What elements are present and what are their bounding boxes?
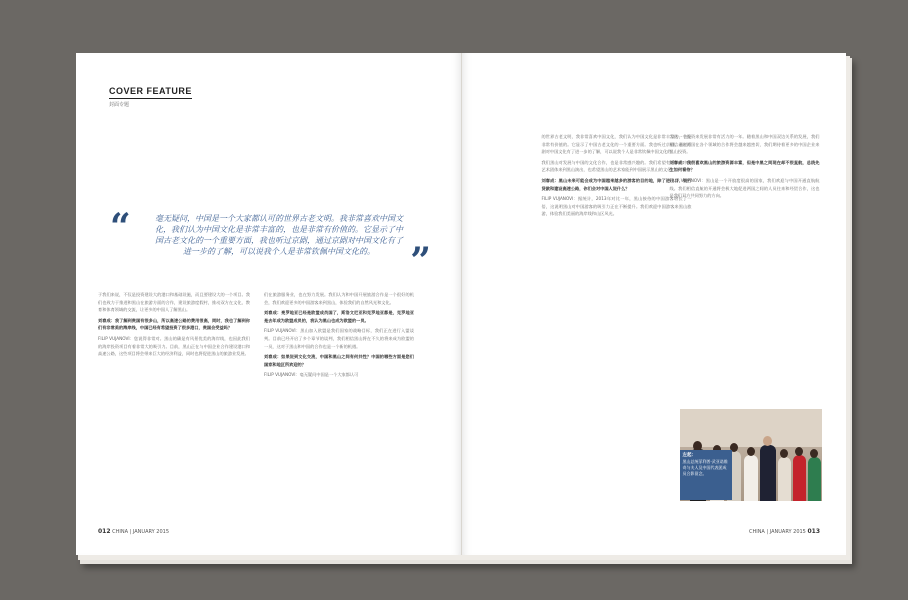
open-quote-icon: “ [110, 206, 131, 248]
body-paragraph: 的世界古老文明，我非常喜欢中国文化，我们认为中国文化是非常丰富的，也是非常有价值的。它显示了中国古老文化的一个重要方面。我也听过京剧，通过京剧对中国文化有了进一步的了解，可以说我个人是非常钦佩中国文化的。 [541, 134, 692, 155]
interview-answer: FILIP VUJANOVI：黑山是一个开放度很高的国家，我们欢迎与中国开通直航航线。我们相信直航的开通将会极大地促进两国之间的人员往来和经贸合作，这也是我们双方共同努力的方向。 [669, 177, 820, 199]
interview-question: 刘春成：我很喜欢黑山的旅游资源丰富，但是中黑之间现在却不很直航，总统先生如何看待？ [669, 159, 820, 173]
interview-answer: FILIP VUJANOVI：毫无疑问中国是一个大家都认可 [264, 372, 359, 378]
photo-caption [680, 450, 732, 500]
body-paragraph: 我们黑山对发展与中国的文化合作，也是非常感兴趣的。我们希望有更多的中国艺术团体来到黑山演出，也希望黑山的艺术家能到中国展示黑山的文化。 [541, 159, 692, 173]
section-title: COVER FEATURE [109, 86, 192, 99]
left-page-column-1 [98, 291, 250, 361]
right-folio [749, 528, 820, 535]
interview-question: 刘春成：如果说到文化交流，中国和黑山之间有何共性？中国的哪些方面是您们国家和地区所欢迎的？ [264, 354, 414, 367]
caption-text: 黑山总统菲利普·武亚诺维奇与夫人及中国代表团成员合影留念。 [682, 459, 728, 476]
right-page [462, 53, 847, 555]
right-folio-text: CHINA | JANUARY 2015 [748, 529, 806, 535]
right-page-number: 013 [807, 528, 820, 535]
pull-quote [110, 206, 431, 282]
left-page [76, 53, 462, 555]
magazine-spread [76, 53, 846, 555]
section-subtitle: 封面专题 [109, 102, 130, 108]
interview-question: 刘春成：我了解到贵国有很多山，所以高速公路的费用很高，同时，我也了解到你们有非常美的海岸线，中国已经有希望投资了很多港口，贵国会受益吗？ [98, 317, 250, 331]
left-page-number: 012 [98, 528, 111, 535]
left-folio [98, 528, 169, 535]
interview-question: 刘春成：亮罗地亚已经是欧盟成员国了，斯洛文尼亚和克罗地亚都是，克罗地亚是去年成为欧盟成员的，我认为黑山也成为欧盟的一员。 [264, 310, 414, 323]
left-folio-text: CHINA | JANUARY 2015 [112, 529, 170, 535]
section-header [109, 86, 192, 108]
body-paragraph: 们在旅游服务业，也在努力发展。我们认为和中国开展旅游合作是一个很好的机会，我们欢迎更多的中国游客来到黑山，体验我们的自然风光和文化。 [264, 292, 414, 305]
interview-answer: FILIP VUJANOVI：您说得非常对。黑山的确是有风景优美的海岸线，也因此我们的海岸投资项目有着非常大的吸引力。目前，黑山正在与中国企业合作建设港口和高速公路，这些项目将会带来巨大的经济利益，同时也将促进黑山的旅游业发展。 [98, 335, 250, 357]
close-quote-icon: ” [410, 240, 431, 282]
interview-answer: FILIP VUJANOVI：据统计，2013年对比一年，黑山接待的中国游客增长了一倍，这说明黑山对中国游客的吸引力正在不断提升。我们欢迎中国游客来黑山旅游，体验我们美丽的海岸线和山区风光。 [541, 196, 692, 217]
body-paragraph: 为这一个投资来发展非常有活力的一年。随着黑山和中国双边关系的发展，我们相信未来两国在各个领域的合作将会越来越密切，我们期待着更多的中国企业来黑山投资。 [669, 134, 820, 155]
interview-question: 刘春成：黑山未来可能会成为中国越来越多的游客的目的地，除了进出口、银行贷款和建设高速公路，你们会对中国人说什么？ [541, 177, 692, 191]
pull-quote-text: 毫无疑问，中国是一个大家都认可的世界古老文明。我非常喜欢中国文化，我们认为中国文化是非常丰富的，也是非常有价值的。它显示了中国古老文化的一个重要方面，我也听过京剧，通过京剧对中国文化有了进一步的了解，可以说我个人是非常钦佩中国文化的。 [155, 214, 403, 256]
left-page-column-2 [264, 291, 414, 382]
caption-title: 左起： [682, 453, 696, 458]
interview-answer: FILIP VUJANOVI：黑山加入欧盟是我们国家的战略目标，我们正在进行入盟谈判。目前已经开启了多个章节的谈判，我们相信黑山将在不久的将来成为欧盟的一员，这对于黑山和中国的合作也是一个新的机遇。 [264, 328, 414, 349]
body-paragraph: 于我们来说，不仅是投资建设大的港口和基础设施，而且要建设大的一个项目。我们也致力于推进和黑山在旅游方面的合作，建设旅游度假村，推动双方在文化、教育和体育领域的交流，让更多的中国人了解黑山。 [98, 292, 250, 313]
right-page-column-2 [670, 133, 820, 203]
